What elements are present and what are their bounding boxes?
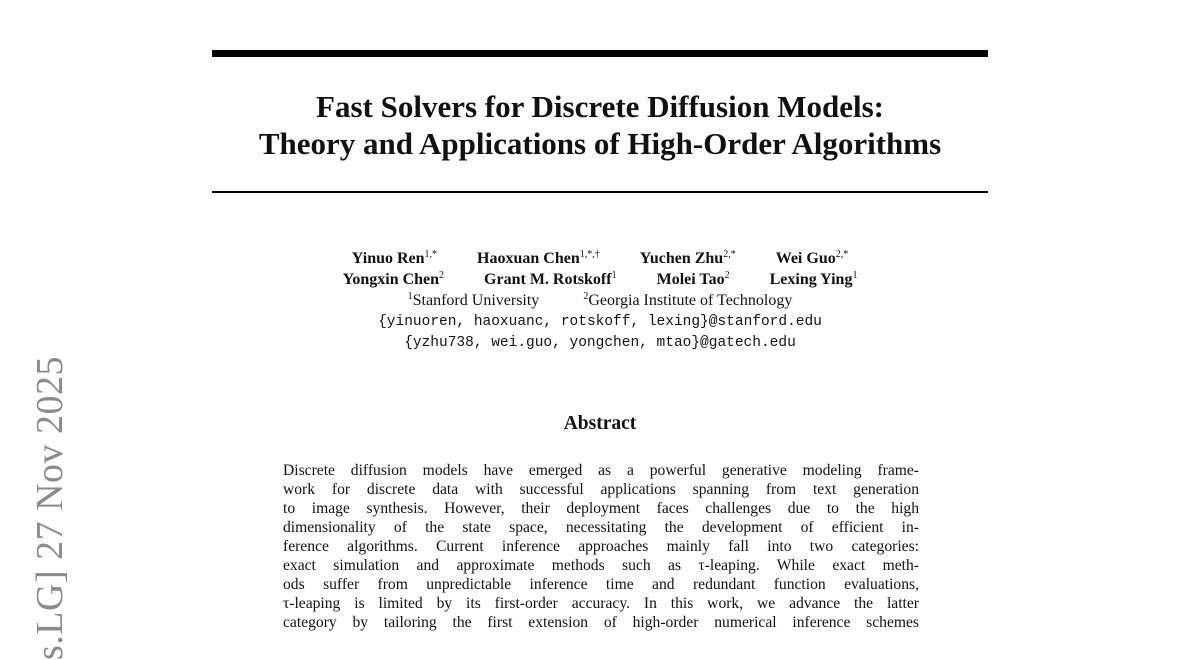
abstract-line: τ-leaping is limited by its first-order accuracy. In this work, we advance the latter (283, 595, 919, 612)
abstract-line: category by tailoring the first extension of high-order numerical inference schemes (283, 614, 919, 631)
abstract-line: work for discrete data with successful applications spanning from text generation (283, 481, 919, 498)
affiliation-mark: 2 (583, 291, 589, 302)
affiliation (408, 290, 540, 312)
paper-title (212, 88, 988, 162)
title-rule (212, 191, 988, 193)
author-name: Lexing Ying (769, 271, 853, 288)
author-name: Yinuo Ren (351, 250, 425, 267)
email-line-1: {yinuoren, haoxuanc, rotskoff, lexing}@stanford.edu (378, 314, 822, 330)
author (657, 269, 730, 290)
abstract-heading: Abstract (563, 413, 637, 434)
title-line-1: Fast Solvers for Discrete Diffusion Models: (316, 89, 884, 124)
author-name: Molei Tao (656, 271, 725, 288)
abstract-line: exact simulation and approximate methods such as τ-leaping. While exact meth- (283, 557, 919, 574)
author (343, 269, 444, 290)
author-affil-mark: 2,* (723, 249, 736, 260)
arxiv-stamp: s.LG] 27 Nov 2025 (29, 355, 71, 660)
author-affil-mark: 1 (611, 270, 617, 281)
author-block (212, 248, 988, 354)
abstract-line: ods suffer from unpredictable inference time and redundant function evaluations, (283, 576, 919, 593)
author-name: Grant M. Rotskoff (484, 271, 612, 288)
affiliation (583, 290, 792, 312)
author (477, 248, 600, 269)
author-name: Haoxuan Chen (477, 250, 580, 267)
affiliation-name: Stanford University (412, 292, 540, 309)
author-row-1 (212, 248, 988, 269)
title-line-2: Theory and Applications of High-Order Algorithms (258, 126, 942, 161)
author-affil-mark: 1 (852, 270, 858, 281)
author (640, 248, 736, 269)
author-affil-mark: 2,* (835, 249, 849, 260)
affiliations (212, 290, 988, 312)
email-line-2: {yzhu738, wei.guo, yongchen, mtao}@gatech.edu (404, 335, 796, 351)
author-name: Yuchen Zhu (639, 250, 724, 267)
author-row-2 (212, 269, 988, 290)
abstract-line: ference algorithms. Current inference approaches mainly fall into two categories: (283, 538, 919, 555)
author-name: Yongxin Chen (342, 271, 440, 288)
author-affil-mark: 1,* (424, 249, 438, 260)
abstract-line: Discrete diffusion models have emerged as a powerful generative modeling frame- (283, 462, 919, 479)
author-name: Wei Guo (775, 250, 836, 267)
affiliation-name: Georgia Institute of Technology (588, 292, 793, 309)
abstract-line: to image synthesis. However, their deployment faces challenges due to the high (283, 500, 919, 517)
abstract-body (283, 461, 919, 632)
author (776, 248, 849, 269)
author (484, 269, 617, 290)
affiliation-mark: 1 (407, 291, 413, 302)
author-affil-mark: 1,*,† (579, 249, 600, 260)
abstract-line: dimensionality of the state space, necessitating the development of efficient in- (283, 519, 919, 536)
author (770, 269, 858, 290)
author-affil-mark: 2 (439, 270, 445, 281)
top-rule (212, 50, 988, 57)
author (352, 248, 437, 269)
author-affil-mark: 2 (724, 270, 730, 281)
